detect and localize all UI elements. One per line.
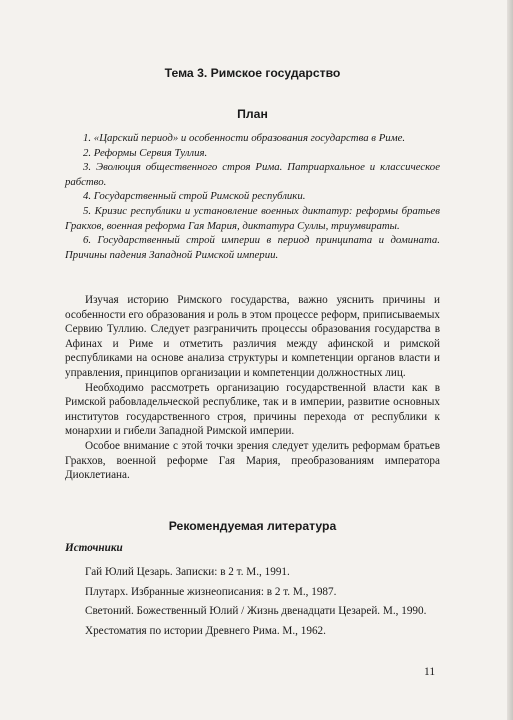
sources-label: Источники: [65, 542, 123, 554]
source-item: Гай Юлий Цезарь. Записки: в 2 т. М., 1991.: [85, 566, 290, 578]
source-item: Плутарх. Избранные жизнеописания: в 2 т. М., 1987.: [85, 585, 337, 598]
plan-item: 1. «Царский период» и особенности образования государства в Риме.: [83, 132, 406, 144]
source-item: Светоний. Божественный Юлий / Жизнь двенадцати Цезарей. М., 1990.: [85, 605, 427, 618]
plan-list: [65, 131, 440, 262]
body-text: [65, 293, 440, 483]
plan-item: 3. Эволюция общественного строя Рима. Патриархальное и классическое рабство.: [65, 161, 440, 188]
plan-item: 2. Реформы Сервия Туллия.: [83, 146, 208, 159]
sources-list: [65, 565, 440, 643]
plan-item: 6. Государственный строй империи в период принципата и домината. Причины падения Западной Римской империи.: [65, 234, 440, 261]
literature-heading: Рекомендуемая литература: [168, 519, 337, 533]
body-paragraph: Необходимо рассмотреть организацию государственной власти как в Римской рабовладельческой республике, так и в империи, развитие основных институтов государственного строя, причины перехода от республики к монархии и гибели Западной Римской империи.: [65, 381, 440, 438]
plan-item: 5. Кризис республики и установление военных диктатур: реформы братьев Гракхов, военная реформа Гая Мария, диктатура Суллы, триумвираты.: [65, 204, 440, 232]
page-number: 11: [424, 666, 436, 678]
plan-heading: План: [237, 107, 268, 121]
topic-title: Тема 3. Римское государство: [164, 66, 341, 80]
body-paragraph: Изучая историю Римского государства, важно уяснить причины и особенности его образования и роль в этом процессе реформ, приписываемых Сервию Туллию. Следует разграничить процессы образования государства в Афинах и Риме и отметить различия между афинской и римской республиками на основе анализа структуры и компетенции органов власти и управления, принципов организации и компетенции должностных лиц.: [65, 294, 440, 379]
plan-item: 4. Государственный строй Римской республики.: [83, 190, 306, 203]
source-item: Хрестоматия по истории Древнего Рима. М., 1962.: [85, 624, 326, 637]
body-paragraph: Особое внимание с этой точки зрения следует уделить реформам братьев Гракхов, военной реформе Гая Мария, преобразованиям императора Диоклетиана.: [65, 439, 440, 482]
